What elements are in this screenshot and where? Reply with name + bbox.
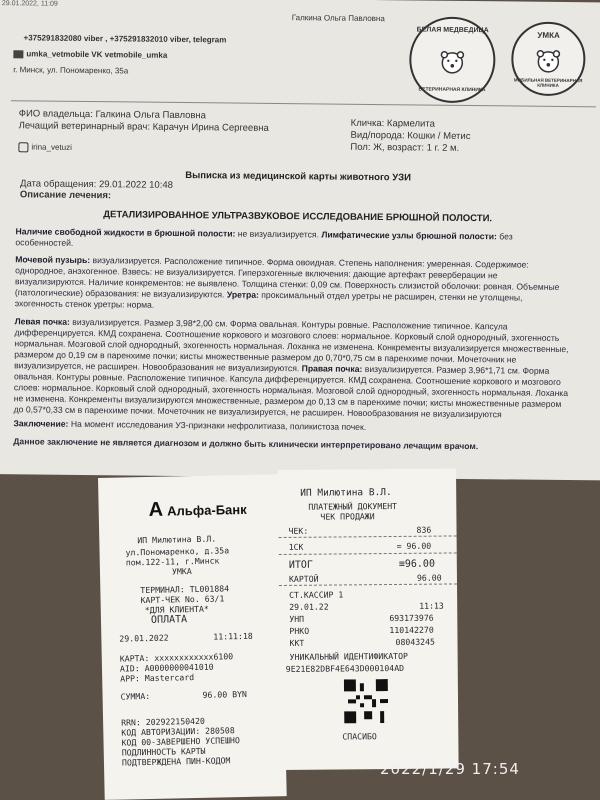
umka-logo: УМКА МОБИЛЬНАЯ ВЕТЕРИНАРНАЯ КЛИНИКА <box>511 21 586 96</box>
bank-receipt <box>98 474 287 800</box>
treatment-label: Описание лечения: <box>19 189 112 202</box>
paragraph-conclusion: Заключение: На момент исследования УЗ-признаки нефролитиаза, поликистоза почек. <box>13 418 367 432</box>
time: 11:13 <box>419 600 444 611</box>
clinic-address: г. Минск, ул. Пономаренко, 35а <box>13 65 129 76</box>
phones: +375291832080 viber , +375291832010 viber, telegram <box>23 33 227 45</box>
pet-sex-age: Пол: Ж, возраст: 1 г. 2 м. <box>350 141 460 154</box>
paragraph-fluid: Наличие свободной жидкости в брюшной полости: не визуализируется. Лимфатические узлы брюшной полости: без особенностей. <box>15 226 513 248</box>
instagram: irina_vetuzi <box>18 142 72 153</box>
kkt-label: ККТ <box>289 637 305 648</box>
card-check: КАРТ-ЧЕК No. 63/1 <box>140 593 225 606</box>
divider <box>279 552 457 555</box>
uid-label: УНИКАЛЬНЫЙ ИДЕНТИФИКАТОР <box>289 650 408 662</box>
clinic-contacts <box>13 30 226 80</box>
owner-line: ФИО владельца: Галкина Ольга Павловна <box>18 108 207 122</box>
brand: УМКА <box>171 566 192 577</box>
alfa-letter: А <box>148 498 164 521</box>
total-value: ≡96.00 <box>398 558 436 570</box>
check-label: ЧЕК: <box>288 525 309 536</box>
visit-date: Дата обращения: 29.01.2022 10:48 <box>19 178 173 191</box>
divider <box>279 583 457 586</box>
total-label: ИТОГ <box>288 559 313 571</box>
status-3: ПОДТВЕРЖДЕНА ПИН-КОДОМ <box>121 755 231 768</box>
bear-icon <box>533 48 563 74</box>
paragraph-bladder: Мочевой пузырь: визуализируется. Расположение типичное. Форма овоидная. Степень наполнения: умеренная. Содержимое: однородное, анэхогенное. Взвесь: не визуализируется. Гиперэхогенные включения: дающие артефакт реверберации не визуализируются. Наличие конкрементов: не выявлено. Толщина стенки: 0,09 см. Поверхность слизистой оболочки: ровная. Объемные (патологические) образования: не визуализируются. Уретра: проксимальный отдел уретры не расширен, стенки не утолщены, эхогенность стенок уретры: норма. <box>14 254 560 310</box>
instagram-icon <box>18 142 28 152</box>
for-client: *ДЛЯ КЛИЕНТА* <box>144 603 209 616</box>
card-value: 96.00 <box>416 572 442 583</box>
merchant: ИП Милютина В.Л. <box>137 533 217 546</box>
operation: ОПЛАТА <box>150 614 188 626</box>
divider <box>279 535 457 538</box>
address-line-1: ул.Пономаренко, д.35а <box>125 545 230 558</box>
rnko: 110142270 <box>389 624 434 636</box>
social-links: umka_vetmobile VK vetmobile_umka <box>13 46 226 64</box>
print-stamp: 29.01.2022, 11:09 <box>1 0 58 8</box>
pet-species: Вид/порода: Кошки / Метис <box>350 129 471 143</box>
card-number: КАРТА: xxxxxxxxxxxx6100 <box>119 651 234 664</box>
qr-code-icon <box>344 679 388 723</box>
status-1: КОД 00-ЗАВЕРШЕНО УСПЕШНО <box>121 735 240 748</box>
exam-title: ДЕТАЛИЗИРОВАННОЕ УЛЬТРАЗВУКОВОЕ ИССЛЕДОВАНИЕ БРЮШНОЙ ПОЛОСТИ. <box>103 209 493 225</box>
time: 11:11:18 <box>213 630 253 642</box>
unp-label: УНП <box>289 613 305 624</box>
unp: 693173976 <box>389 612 434 624</box>
sum-label: СУММА: <box>120 690 151 702</box>
vk-icon <box>13 50 23 58</box>
app: APP: Mastercard <box>120 672 195 684</box>
alfa-bank-logo: А Альфа-Банк <box>148 498 247 521</box>
date: 29.01.22 <box>289 601 329 612</box>
photo-timestamp: 2022/1/29 17:54 <box>380 760 520 778</box>
doc-type: ПЛАТЕЖНЫЙ ДОКУМЕНТ <box>308 500 398 512</box>
bear-icon <box>437 49 467 75</box>
belaya-medveditsa-logo: БЕЛАЯ МЕДВЕДИЦА ВЕТЕРИНАРНАЯ КЛИНИКА <box>409 16 496 103</box>
auth-code: КОД АВТОРИЗАЦИИ: 280508 <box>121 725 235 738</box>
terminal: ТЕРМИНАЛ: TL001884 <box>140 583 230 596</box>
vet-line: Лечащий ветеринарный врач: Карачун Ирина Сергеевна <box>18 120 269 134</box>
merchant: ИП Милютина В.Л. <box>300 487 392 499</box>
sum-value: 96.00 BYN <box>202 688 248 700</box>
uid: 9E21E82DBF4E643D000104AD <box>285 662 405 674</box>
rrn: RRN: 202922150420 <box>121 715 206 728</box>
paragraph-disclaimer: Данное заключение не является диагнозом и должно быть клинически интерпретировано лечащим врачом. <box>13 436 479 452</box>
status-2: ПОДЛИННОСТЬ КАРТЫ <box>121 745 206 758</box>
kkt: 08043245 <box>395 636 435 647</box>
check-type: ЧЕК ПРОДАЖИ <box>320 511 375 522</box>
extract-title: Выписка из медицинской карты животного УЗИ <box>185 170 412 184</box>
cash-receipt <box>278 468 459 770</box>
paragraph-kidneys: Левая почка: визуализируется. Размер 3,98*2,00 см. Форма овальная. Контуры ровные. Расположение типичное. Капсула дифференцируется. КМД сохранена. Соотношение коркового и мозгового слоев: нормальное. Корковый слой однородный, эхогенность нормальная. Мозговой слой однородный, эхогенность нормальная. Лоханка не изменена. Конкременты визуализируется множественные, размером до 0,19 см в паренхиме почки; кисты множественные размером до 0,70*0,75 см в паренхиме почки. Мочеточник не визуализируется, не расширен. Новообразования не визуализируются. Правая почка: визуализируется. Размер 3,96*1,71 см. Форма овальная. Контуры ровные. Расположение типичное. Капсула дифференцируется. КМД сохранена. Соотношение коркового и мозгового слоев: нормальное. Корковый слой однородный, эхогенность нормальная. Мозговой слой однородный, эхогенность нормальная. Лоханка не изменена. Конкременты визуализируются множественные, размером до 0,13 см в паренхиме почки; кисты множественные размером до 0,57*0,33 см в паренхиме почки. Мочеточник не визуализируется, не расширен. Новообразования не визуализируются <box>13 316 569 420</box>
owner-header: Галкина Ольга Павловна <box>291 13 385 24</box>
aid: AID: A0000000041010 <box>119 661 214 674</box>
pet-nickname: Кличка: Кармелита <box>350 117 435 130</box>
address-line-2: пом.122-11, г.Минск <box>125 555 220 568</box>
item-sum: = 96.00 <box>396 540 432 551</box>
item: 1СК <box>288 541 304 552</box>
cashier: СТ.КАССИР 1 <box>289 589 344 600</box>
rnko-label: РНКО <box>289 625 310 636</box>
card-label: КАРТОЙ <box>288 573 319 584</box>
date: 29.01.2022 <box>119 632 169 644</box>
check-number: 836 <box>416 524 432 535</box>
divider <box>11 100 596 107</box>
thanks: СПАСИБО <box>342 731 377 742</box>
